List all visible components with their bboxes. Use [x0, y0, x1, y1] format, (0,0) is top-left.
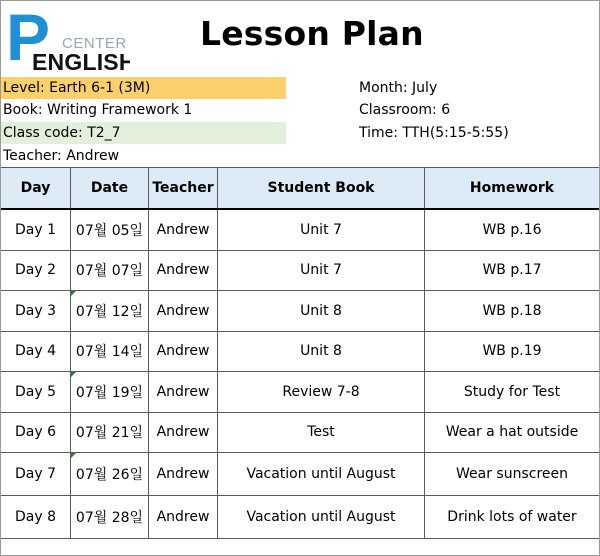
teacher-cell[interactable]: Andrew [149, 250, 218, 291]
teacher-cell[interactable]: Andrew [149, 372, 218, 413]
date-cell[interactable] [71, 372, 149, 413]
teacher-cell[interactable]: Andrew [149, 209, 218, 250]
date-cell[interactable]: 07월 14일 [71, 331, 149, 372]
student-book-cell[interactable]: Unit 7 [218, 209, 425, 250]
date-cell[interactable] [71, 291, 149, 332]
header-student-book: Student Book [218, 168, 425, 210]
day-cell[interactable]: Day 3 [1, 291, 71, 332]
day-cell[interactable]: Day 5 [1, 372, 71, 413]
logo-top-word: CENTER [62, 35, 127, 52]
teacher-cell[interactable]: Andrew [149, 291, 218, 332]
student-book-cell[interactable]: Test [218, 412, 425, 453]
homework-cell[interactable]: WB p.18 [425, 291, 600, 332]
day-cell[interactable]: Day 6 [1, 412, 71, 453]
student-book-cell[interactable]: Unit 8 [218, 331, 425, 372]
day-cell[interactable]: Day 4 [1, 331, 71, 372]
day-cell[interactable]: Day 2 [1, 250, 71, 291]
table-row [1, 453, 600, 496]
student-book-cell[interactable]: Unit 8 [218, 291, 425, 332]
table-row [1, 372, 600, 413]
teacher-info: Teacher: Andrew [3, 148, 120, 164]
level-info: Level: Earth 6-1 (3M) [0, 77, 286, 99]
date-cell[interactable] [71, 453, 149, 496]
homework-cell[interactable]: Study for Test [425, 372, 600, 413]
teacher-cell[interactable]: Andrew [149, 496, 218, 539]
header-teacher: Teacher [149, 168, 218, 210]
date-cell[interactable]: 07월 28일 [71, 496, 149, 539]
logo-big-letter: P [6, 4, 51, 74]
table-row [1, 496, 600, 539]
date-cell[interactable]: 07월 07일 [71, 250, 149, 291]
homework-cell[interactable]: Drink lots of water [425, 496, 600, 539]
table-row [1, 412, 600, 453]
header-day: Day [1, 168, 71, 210]
homework-cell[interactable]: WB p.17 [425, 250, 600, 291]
date-text: 07월 26일 [75, 467, 144, 483]
header-date: Date [71, 168, 149, 210]
student-book-cell[interactable]: Vacation until August [218, 453, 425, 496]
time-info: Time: TTH(5:15-5:55) [359, 125, 509, 141]
table-row [1, 331, 600, 372]
table-row [1, 209, 600, 250]
date-text: 07월 19일 [75, 384, 144, 401]
logo-bottom-word: ENGLISH [32, 49, 130, 74]
teacher-cell[interactable]: Andrew [149, 331, 218, 372]
date-cell[interactable]: 07월 21일 [71, 412, 149, 453]
date-text: 07월 12일 [75, 303, 144, 320]
comment-marker-icon [71, 453, 76, 458]
homework-cell[interactable]: Wear a hat outside [425, 412, 600, 453]
day-cell[interactable]: Day 1 [1, 209, 71, 250]
table-row [1, 291, 600, 332]
teacher-cell[interactable]: Andrew [149, 412, 218, 453]
table-row [1, 250, 600, 291]
homework-cell[interactable]: WB p.19 [425, 331, 600, 372]
homework-cell[interactable]: WB p.16 [425, 209, 600, 250]
page-title: Lesson Plan [200, 14, 424, 53]
table-header-row [1, 168, 600, 210]
homework-cell[interactable]: Wear sunscreen [425, 453, 600, 496]
center-english-logo [4, 4, 130, 74]
teacher-cell[interactable]: Andrew [149, 453, 218, 496]
classroom-info: Classroom: 6 [359, 102, 451, 118]
student-book-cell[interactable]: Review 7-8 [218, 372, 425, 413]
day-cell[interactable]: Day 7 [1, 453, 71, 496]
day-cell[interactable]: Day 8 [1, 496, 71, 539]
month-info: Month: July [359, 80, 438, 96]
book-info: Book: Writing Framework 1 [3, 102, 193, 118]
header-homework: Homework [425, 168, 600, 210]
class-code-info: Class code: T2_7 [0, 122, 286, 144]
comment-marker-icon [71, 291, 76, 296]
student-book-cell[interactable]: Vacation until August [218, 496, 425, 539]
date-cell[interactable]: 07월 05일 [71, 209, 149, 250]
lesson-plan-table [0, 167, 600, 539]
comment-marker-icon [71, 372, 76, 377]
student-book-cell[interactable]: Unit 7 [218, 250, 425, 291]
